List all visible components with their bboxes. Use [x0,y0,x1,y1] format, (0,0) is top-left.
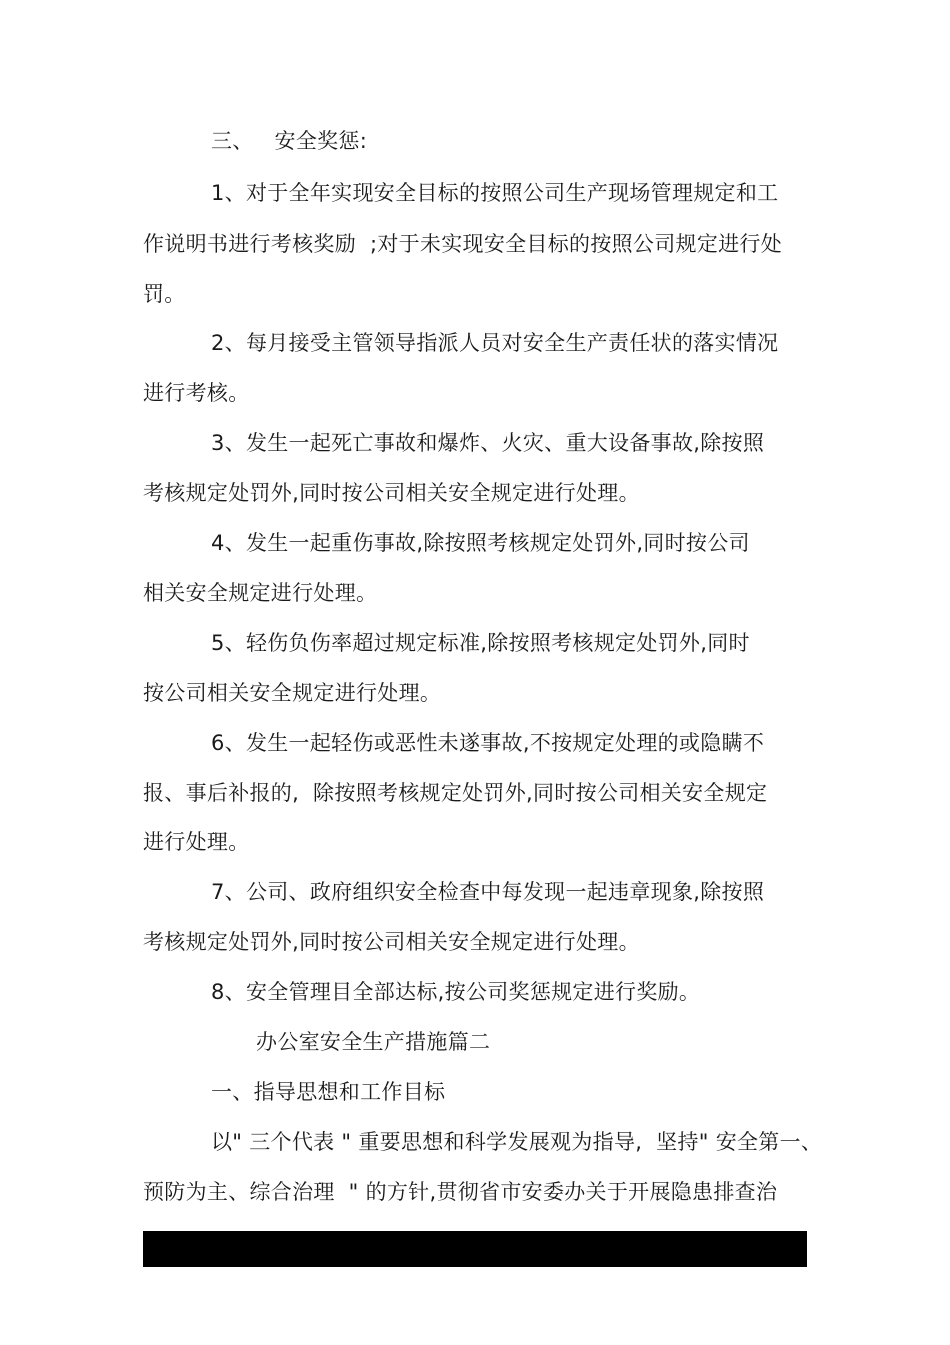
paragraph-line: 1、对于全年实现安全目标的按照公司生产现场管理规定和工 [211,181,779,205]
section-heading: 三、 安全奖惩: [211,129,368,153]
paragraph-line: 8、安全管理目全部达标,按公司奖惩规定进行奖励。 [211,980,701,1004]
section-title: 办公室安全生产措施篇二 [256,1030,491,1054]
paragraph-line: 7、公司、政府组织安全检查中每发现一起违章现象,除按照 [211,880,765,904]
paragraph-line: 罚。 [143,282,186,306]
paragraph-line: 考核规定处罚外,同时按公司相关安全规定进行处理。 [143,930,640,954]
paragraph-line: 作说明书进行考核奖励 ;对于未实现安全目标的按照公司规定进行处 [143,232,783,256]
paragraph-line: 预防为主、综合治理 " 的方针,贯彻省市安委办关于开展隐患排查治 [143,1180,778,1204]
section-heading: 一、指导思想和工作目标 [211,1080,446,1104]
paragraph-line: 以" 三个代表 " 重要思想和科学发展观为指导, 坚持" 安全第一、 [211,1130,823,1154]
paragraph-line: 3、发生一起死亡事故和爆炸、火灾、重大设备事故,除按照 [211,431,765,455]
paragraph-line: 进行处理。 [143,830,250,854]
paragraph-line: 2、每月接受主管领导指派人员对安全生产责任状的落实情况 [211,331,779,355]
paragraph-line: 报、事后补报的, 除按照考核规定处罚外,同时按公司相关安全规定 [143,781,768,805]
paragraph-line: 相关安全规定进行处理。 [143,581,378,605]
paragraph-line: 5、轻伤负伤率超过规定标准,除按照考核规定处罚外,同时 [211,631,750,655]
black-footer-bar [143,1231,807,1267]
paragraph-line: 4、发生一起重伤事故,除按照考核规定处罚外,同时按公司 [211,531,750,555]
paragraph-line: 按公司相关安全规定进行处理。 [143,681,442,705]
paragraph-line: 考核规定处罚外,同时按公司相关安全规定进行处理。 [143,481,640,505]
paragraph-line: 6、发生一起轻伤或恶性未遂事故,不按规定处理的或隐瞒不 [211,731,765,755]
paragraph-line: 进行考核。 [143,381,250,405]
